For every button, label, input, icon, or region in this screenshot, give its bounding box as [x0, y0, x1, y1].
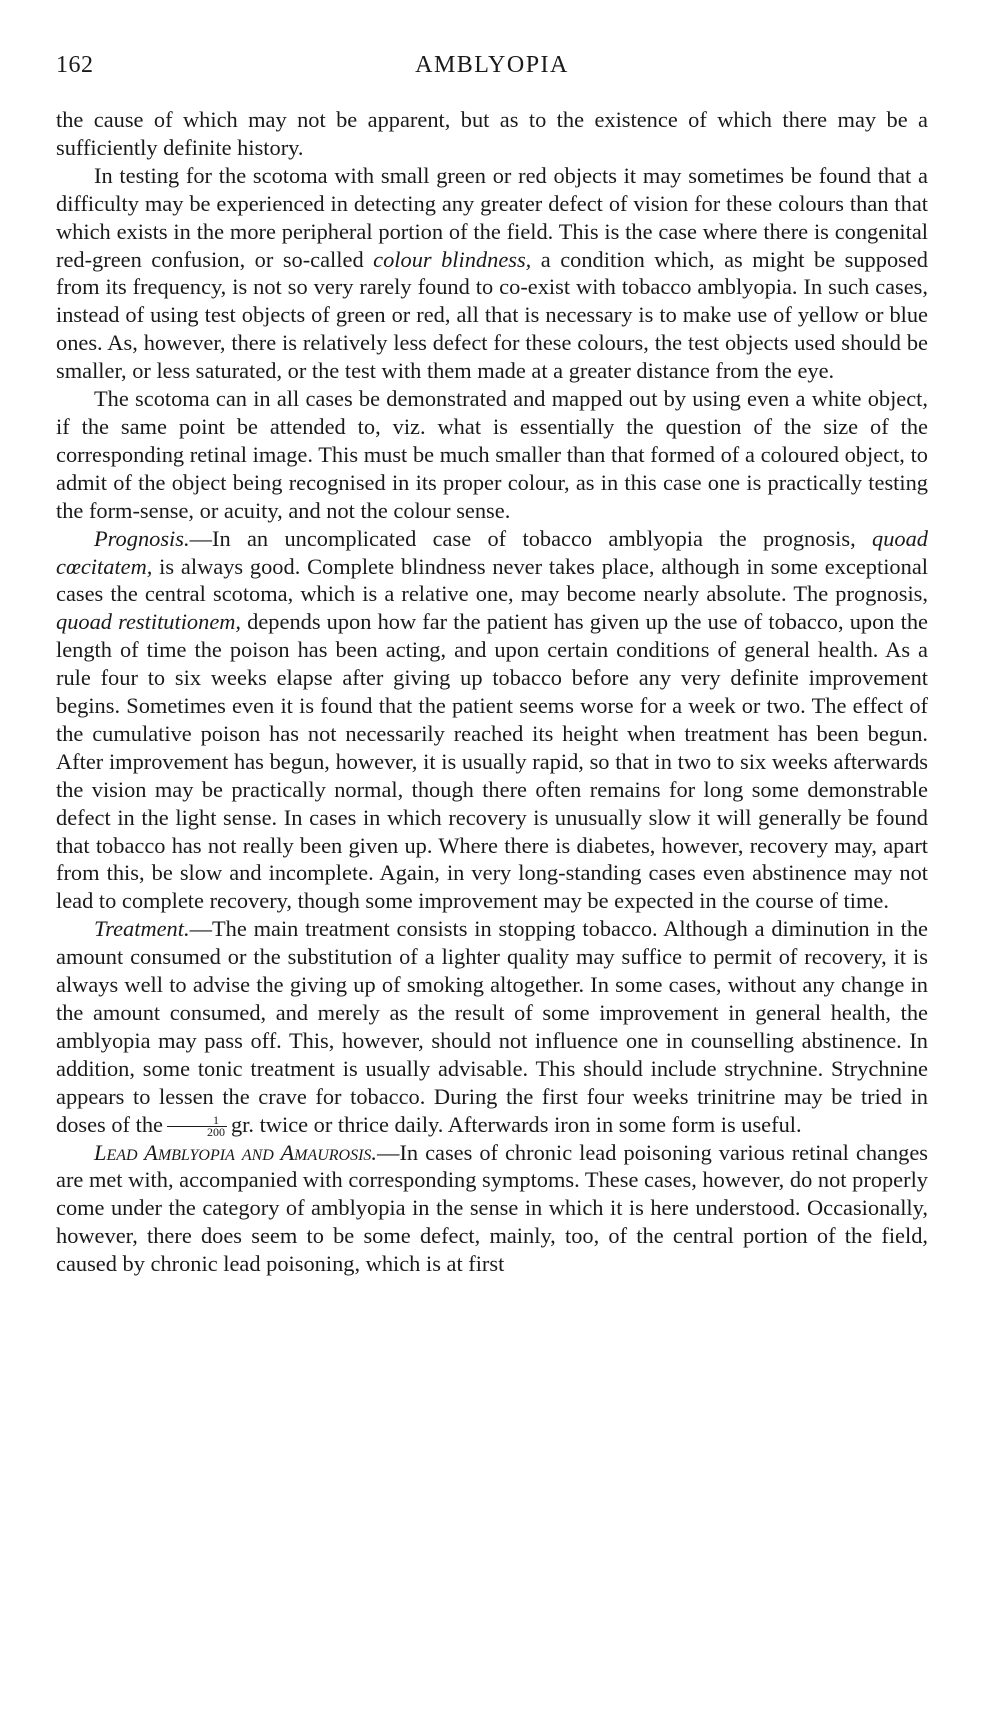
paragraph-text: depends upon how far the patient has given up the use of tobacco, upon the length of time the poison has been acting, and upon certain conditions of general health. As a rule four to six weeks elapse after giving up tobacco before any very definite improvement begins. Sometimes even it is found that the patient seems worse for a week or two. The effect of the cumulative poison has not necessarily reached its height when treatment has been begun. After improvement has begun, however, it is usually rapid, so that in two to six weeks afterwards the vision may be practically normal, though there often remains for long some demonstrable defect in the light sense. In cases in which recovery is unusually slow it will generally be found that tobacco has not really been given up. Where there is diabetes, however, recovery may, apart from this, be slow and incomplete. Again, in very long-standing cases even abstinence may not lead to complete recovery, though some improvement may be expected in the course of time. — [56, 609, 928, 914]
paragraph-text: The scotoma can in all cases be demonstrated and mapped out by using even a white object, if the same point be attended to, viz. what is essentially the question of the size of the corresponding retinal image. This must be much smaller than that formed of a coloured object, to admit of the object being recognised in its proper colour, as in this case one is practically testing the form-sense, or acuity, and not the colour sense. — [56, 386, 928, 523]
page-header — [56, 40, 928, 90]
paragraph-continuation — [56, 106, 928, 162]
italic-term: colour blindness, — [373, 246, 532, 272]
section-heading-treatment: Treatment. — [94, 916, 190, 942]
paragraph-text: In testing for the scotoma with small green or red objects it may sometimes be found that a difficulty may be experienced in detecting any greater defect of vision for these colours than that which exists in the more peripheral portion of the field. This is the case where there is congenital red-green confusion, or so-called — [56, 162, 928, 272]
book-page — [56, 40, 928, 1278]
page-number: 162 — [56, 52, 94, 78]
paragraph-text: —In cases of chronic lead poisoning various retinal changes are met with, accompanied with corresponding symptoms. These cases, however, do not properly come under the category of amblyopia in the sense in which it is here understood. Occasionally, however, there does seem to be some defect, mainly, too, of the central portion of the field, caused by chronic lead poisoning, which is at first — [56, 1139, 929, 1277]
paragraph-colour-blindness — [56, 162, 928, 385]
paragraph-text: —The main treatment consists in stopping tobacco. Although a diminution in the amount consumed or the substitution of a lighter quality may suffice to permit of recovery, it is always well to advise the giving up of smoking altogether. In some cases, without any change in the amount consumed, and merely as the result of some improvement in general health, the amblyopia may pass off. This, however, should not influence one in counselling abstinence. In addition, some tonic treatment is usually advisable. This should include strychnine. Strychnine appears to lessen the crave for tobacco. During the first four weeks trinitrine may be tried in doses of the — [56, 916, 928, 1137]
fraction-denominator: 200 — [206, 1124, 225, 1139]
italic-term: quoad restitutionem, — [56, 609, 242, 635]
paragraph-white-object — [56, 385, 928, 525]
dose-fraction — [167, 1112, 227, 1139]
section-heading-prognosis: Prognosis. — [94, 525, 190, 551]
paragraph-treatment — [56, 915, 928, 1138]
paragraph-prognosis — [56, 525, 928, 916]
paragraph-text: a condition which, as might be supposed from its frequency, is not so very rarely found to co-exist with tobacco amblyopia. In such cases, instead of using test objects of green or red, all that is necessary is to make use of yellow or blue ones. As, however, there is relatively less defect for these colours, the test objects used should be smaller, or less saturated, or the test with them made at a greater distance from the eye. — [56, 246, 928, 384]
fraction-numerator: 1 — [167, 1115, 227, 1127]
section-heading-lead-amblyopia: Lead Amblyopia and Amaurosis. — [94, 1139, 378, 1165]
paragraph-text: —In an uncomplicated case of tobacco amblyopia the prognosis, — [189, 525, 873, 551]
paragraph-text: gr. twice or thrice daily. Afterwards iron in some form is useful. — [230, 1111, 802, 1137]
running-title: AMBLYOPIA — [415, 52, 569, 78]
paragraph-lead-amblyopia — [56, 1139, 928, 1279]
body-text — [56, 106, 928, 1278]
italic-term: quoad cœcitatem, — [56, 525, 928, 579]
paragraph-text: the cause of which may not be apparent, but as to the existence of which there may be a sufficiently definite history. — [56, 107, 928, 160]
paragraph-text: is always good. Complete blindness never takes place, although in some exceptional cases the central scotoma, which is a relative one, may become nearly absolute. The prognosis, — [56, 553, 928, 607]
